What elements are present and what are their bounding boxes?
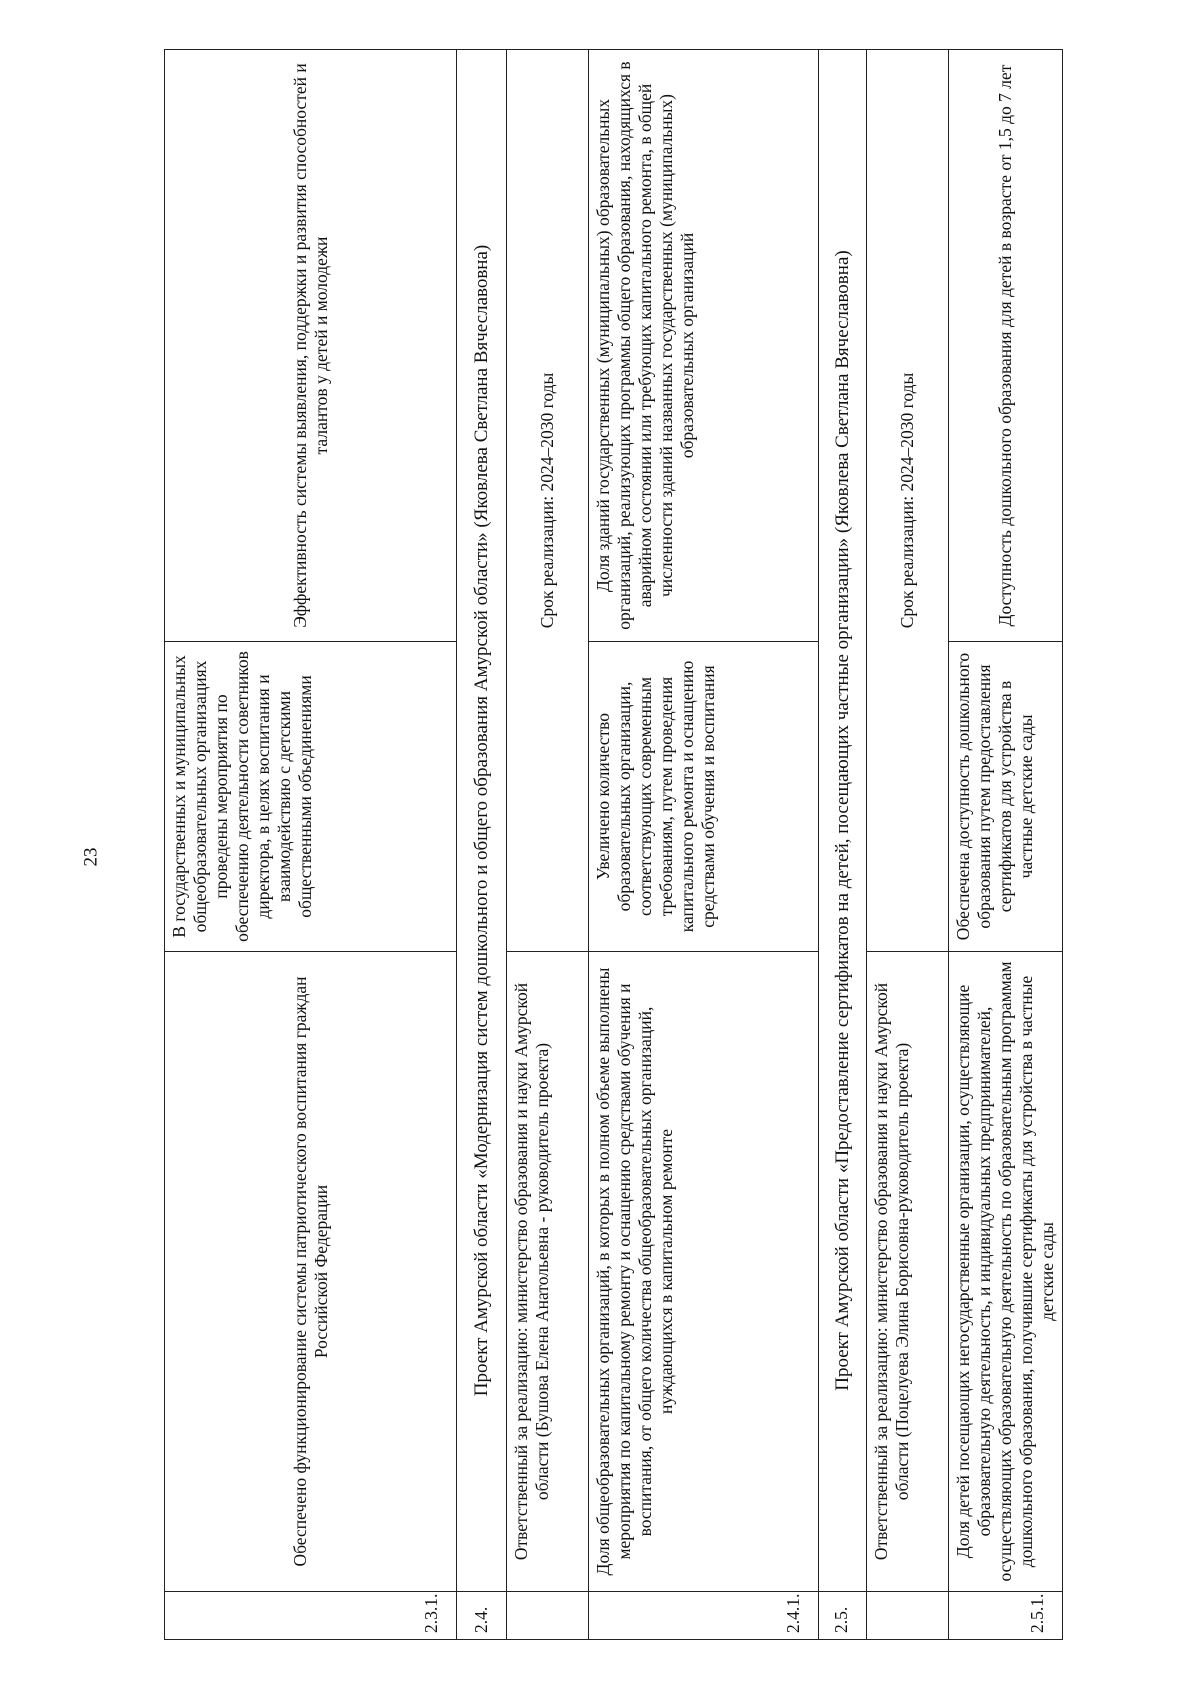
rotated-table-wrapper	[164, 50, 1057, 1640]
measures-table	[164, 49, 1063, 1640]
result-cell: Увеличено количество образовательных организации, соответствующих современным требованиям, путем проведения капитального ремонта и оснащению средствами обучения и воспитания	[589, 642, 819, 952]
table-row-2-5-1	[949, 50, 1063, 1640]
page-number: 23	[80, 847, 102, 867]
row-number: 2.3.1.	[165, 1592, 457, 1640]
table-row-2-3-1	[165, 50, 457, 1640]
table-row-2-4	[457, 50, 507, 1640]
row-number: 2.4.1.	[589, 1592, 819, 1640]
term-cell: Срок реализации: 2024–2030 годы	[507, 50, 589, 952]
row-number: 2.4.	[457, 1592, 507, 1640]
indicator-cell: Эффективность системы выявления, поддержки и развития способностей и талантов у детей и молодежи	[165, 50, 457, 642]
table-row-2-5-responsible	[867, 50, 949, 1640]
row-number: 2.5.1.	[949, 1592, 1063, 1640]
table-row-2-5	[819, 50, 867, 1640]
result-cell: Обеспечена доступность дошкольного образования путем предоставления сертификатов для устройства в частные детские сады	[949, 642, 1063, 952]
task-cell: Обеспечено функционирование системы патриотического воспитания граждан Российской Федерации	[165, 952, 457, 1592]
table-row-2-4-responsible	[507, 50, 589, 1640]
indicator-cell: Доступность дошкольного образования для детей в возрасте от 1,5 до 7 лет	[949, 50, 1063, 642]
empty-number-cell	[507, 1592, 589, 1640]
project-title-cell: Проект Амурской области «Предоставление сертификатов на детей, посещающих частные организации» (Яковлева Светлана Вячеславовна)	[819, 50, 867, 1592]
responsible-cell: Ответственный за реализацию: министерство образования и науки Амурской области (Поцелуева Элина Борисовна-руководитель проекта)	[867, 952, 949, 1592]
indicator-cell: Доля зданий государственных (муниципальных) образовательных организаций, реализующих программы общего образования, находящихся в аварийном состоянии или требующих капитального ремонта, в общей численности зданий названных государственных (муниципальных) образовательных организаций	[589, 50, 819, 642]
table-row-2-4-1	[589, 50, 819, 1640]
task-cell: Доля общеобразовательных организаций, в которых в полном объеме выполнены мероприятия по капитальному ремонту и оснащению средствами обучения и воспитания, от общего количества общеобразовательных организаций, нуждающихся в капитальном ремонте	[589, 952, 819, 1592]
term-cell: Срок реализации: 2024–2030 годы	[867, 50, 949, 952]
result-cell: В государственных и муниципальных общеобразовательных организациях проведены мероприятия по обеспечению деятельности советников директора, в целях воспитания и взаимодействию с детскими общественными объединениями	[165, 642, 457, 952]
empty-number-cell	[867, 1592, 949, 1640]
row-number: 2.5.	[819, 1592, 867, 1640]
project-title-cell: Проект Амурской области «Модернизация систем дошкольного и общего образования Амурской области» (Яковлева Светлана Вячеславовна)	[457, 50, 507, 1592]
task-cell: Доля детей посещающих негосударственные организации, осуществляющие образовательную деятельность, и индивидуальных предпринимателей, осуществляющих образовательную деятельность по образовательным программам дошкольного образования, получившие сертификаты для устройства в частные детские сады	[949, 952, 1063, 1592]
responsible-cell: Ответственный за реализацию: министерство образования и науки Амурской области (Бушова Елена Анатольевна - руководитель проекта)	[507, 952, 589, 1592]
